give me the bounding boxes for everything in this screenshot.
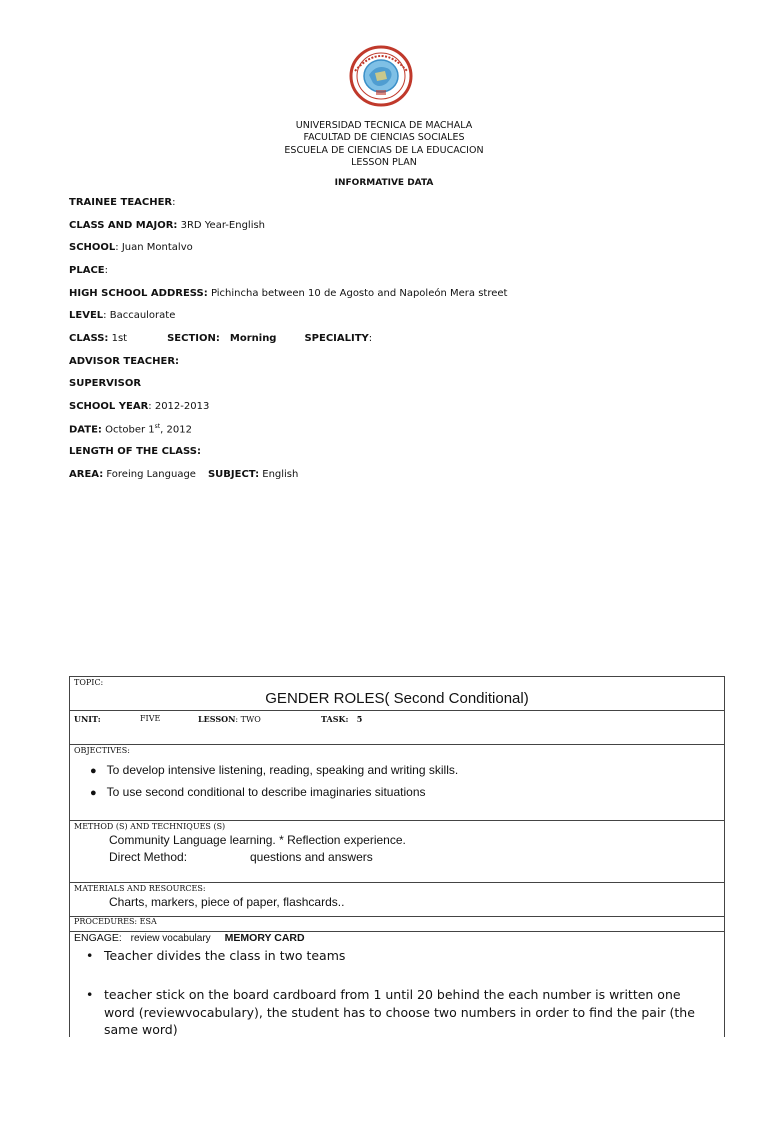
- level-field: LEVEL: Baccaulorate: [69, 310, 176, 321]
- unit-row: [70, 711, 724, 745]
- method-line-1: Community Language learning. * Reflection experience.: [109, 833, 406, 847]
- objective-item: ● To develop intensive listening, reading, speaking and writing skills.: [90, 763, 458, 777]
- method-label: METHOD (S) AND TECHNIQUES (S): [74, 822, 226, 831]
- unit-label: UNIT:: [74, 714, 101, 724]
- engage-item: • Teacher divides the class in two teams: [88, 947, 713, 965]
- informative-data-title: INFORMATIVE DATA: [334, 178, 434, 188]
- objective-item: ● To use second conditional to describe imaginaries situations: [90, 785, 426, 799]
- class-major-field: CLASS AND MAJOR: 3RD Year-English: [69, 220, 266, 231]
- date-field: DATE: October 1st, 2012: [69, 423, 192, 436]
- address-field: HIGH SCHOOL ADDRESS: Pichincha between 10 de Agosto and Napoleón Mera street: [69, 288, 508, 299]
- university-name: UNIVERSIDAD TECNICA DE MACHALA: [295, 120, 473, 131]
- area-subject-field: AREA: Foreing Language SUBJECT: English: [69, 469, 299, 480]
- length-field: LENGTH OF THE CLASS:: [69, 446, 201, 457]
- document-type: LESSON PLAN: [351, 156, 417, 168]
- faculty-name: FACULTAD DE CIENCIAS SOCIALES: [303, 132, 465, 144]
- school-name: ESCUELA DE CIENCIAS DE LA EDUCACION: [284, 144, 484, 156]
- objectives-row: [70, 745, 724, 821]
- supervisor-field: SUPERVISOR: [69, 378, 142, 389]
- method-line-2-value: questions and answers: [250, 850, 373, 864]
- school-field: SCHOOL: Juan Montalvo: [69, 242, 193, 253]
- topic-label: TOPIC:: [74, 678, 104, 687]
- materials-value: Charts, markers, piece of paper, flashcards..: [109, 895, 345, 909]
- advisor-field: ADVISOR TEACHER:: [69, 356, 180, 367]
- class-section-field: CLASS: 1st SECTION: Morning SPECIALITY:: [69, 333, 373, 344]
- topic-title: GENDER ROLES( Second Conditional): [265, 690, 529, 707]
- engage-row: [70, 932, 724, 1132]
- objectives-label: OBJECTIVES:: [74, 746, 130, 755]
- materials-label: MATERIALS AND RESOURCES:: [74, 884, 206, 893]
- unit-value: FIVE: [140, 714, 161, 723]
- procedures-label: PROCEDURES: ESA: [74, 917, 157, 926]
- engage-item: • teacher stick on the board cardboard from 1 until 20 behind the each number is written one word (reviewvocabulary), the student has to choose two numbers in order to find the pair (the same word): [88, 986, 713, 1039]
- task-label: TASK: 5: [321, 714, 363, 724]
- topic-row: [70, 677, 724, 711]
- place-field: PLACE:: [69, 265, 108, 276]
- method-line-2-label: Direct Method:: [109, 850, 188, 864]
- engage-heading: ENGAGE: review vocabulary MEMORY CARD: [74, 932, 305, 944]
- lesson-plan-table: [69, 676, 725, 1037]
- procedures-row: [70, 917, 724, 932]
- document-header: [0, 120, 768, 169]
- trainee-teacher-field: TRAINEE TEACHER:: [69, 197, 176, 208]
- lesson-label: LESSON: TWO: [198, 714, 261, 724]
- materials-row: [70, 883, 724, 917]
- method-row: [70, 821, 724, 883]
- university-seal: [349, 45, 413, 107]
- school-year-field: SCHOOL YEAR: 2012-2013: [69, 401, 210, 412]
